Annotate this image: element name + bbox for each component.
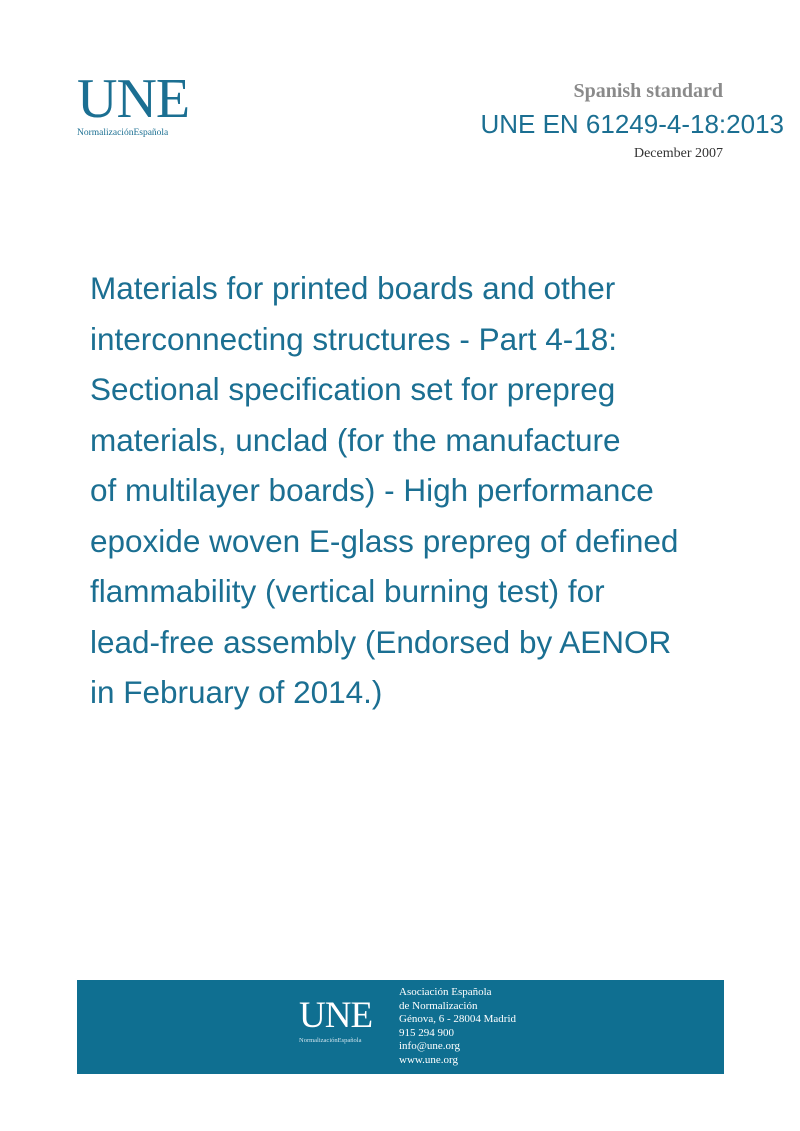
standard-label: Spanish standard xyxy=(573,80,723,102)
une-logo-subtitle: NormalizaciónEspañola xyxy=(77,128,169,138)
footer-website[interactable]: www.une.org xyxy=(399,1053,458,1066)
footer-logo xyxy=(299,995,389,1044)
footer-contact-info xyxy=(399,986,516,1067)
footer-banner xyxy=(77,980,724,1074)
document-title: Materials for printed boards and other interconnecting structures - Part 4-18: Sectional specification set for prepreg materials, unclad (for the manufacture of multilayer boards) - High performance epoxide woven E-glass prepreg of defined flammability (vertical burning test) for lead-free assembly (Endorsed by AENOR in February of 2014.) xyxy=(90,270,679,710)
footer-logo-mark: UNE xyxy=(299,995,373,1036)
footer-org-name-line2: de Normalización xyxy=(399,999,478,1012)
standard-date: December 2007 xyxy=(633,146,723,161)
standard-header xyxy=(424,80,784,162)
footer-logo-subtitle: NormalizaciónEspañola xyxy=(299,1037,362,1044)
footer-email[interactable]: info@une.org xyxy=(399,1040,460,1052)
une-logo-mark: UNE xyxy=(77,68,190,130)
footer-phone: 915 294 900 xyxy=(399,1026,454,1039)
une-logo xyxy=(77,68,217,138)
footer-address: Génova, 6 - 28004 Madrid xyxy=(399,1013,517,1025)
standard-code: UNE EN 61249-4-18:2013 xyxy=(480,109,784,139)
footer-org-name-line1: Asociación Española xyxy=(399,986,492,998)
